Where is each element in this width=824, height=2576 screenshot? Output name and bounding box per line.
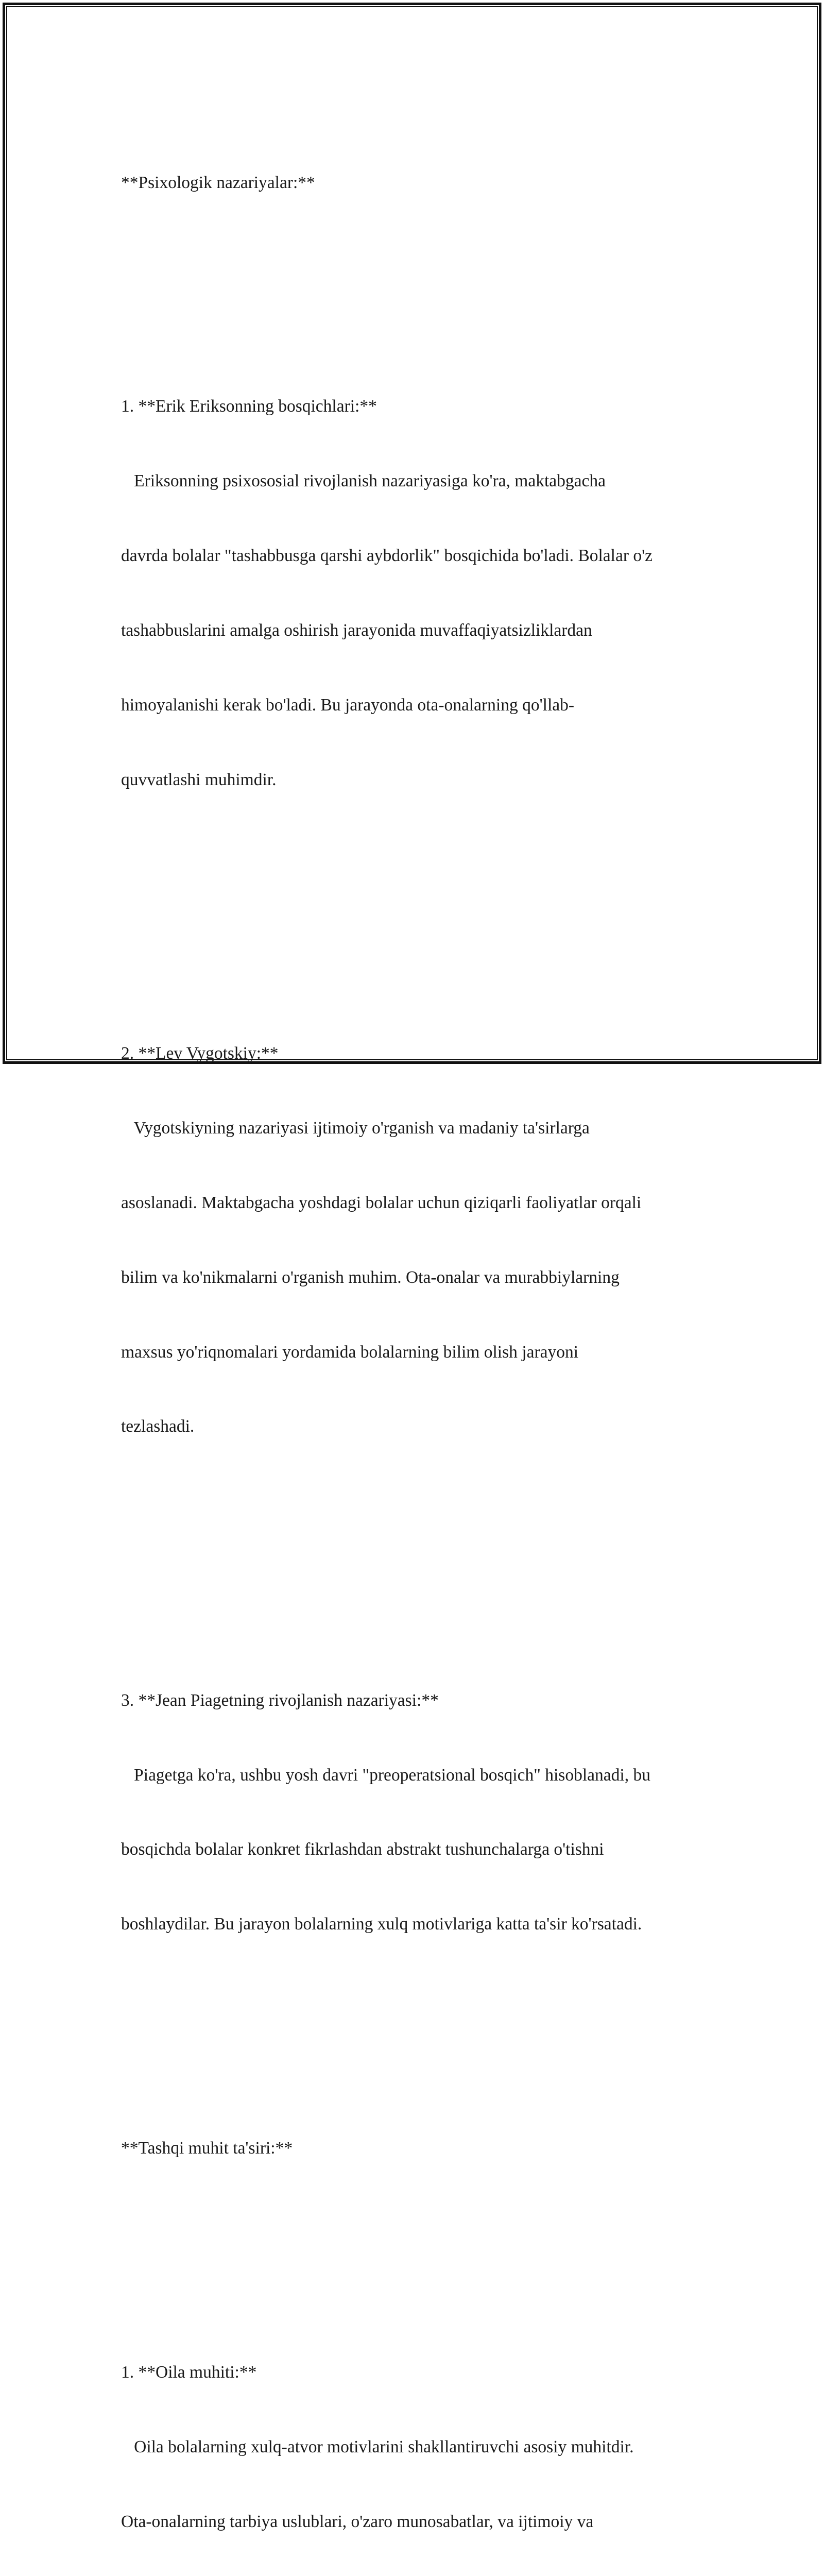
paragraph-line: asoslanadi. Maktabgacha yoshdagi bolalar uchun qiziqarli faoliyatlar orqali: [121, 1193, 642, 1212]
paragraph-line: davrda bolalar "tashabbusga qarshi aybdorlik" bosqichida bo'ladi. Bolalar o'z: [121, 546, 653, 566]
paragraph-line: Piagetga ko'ra, ushbu yosh davri "preoperatsional bosqich" hisoblanadi, bu: [121, 1765, 650, 1785]
paragraph-line: maxsus yo'riqnomalari yordamida bolalarning bilim olish jarayoni: [121, 1342, 579, 1362]
paragraph-line: tezlashadi.: [121, 1417, 195, 1436]
spacer: [121, 892, 729, 917]
list-item-erikson: [121, 345, 729, 842]
document-body: [121, 121, 729, 2576]
paragraph-line: Vygotskiyning nazariyasi ijtimoiy o'rganish va madaniy ta'sirlarga: [121, 1118, 590, 1138]
paragraph-line: himoyalanishi kerak bo'ladi. Bu jarayonda ota-onalarning qo'llab-: [121, 695, 575, 715]
section-heading-environment: **Tashqi muhit ta'siri:**: [121, 2139, 293, 2158]
spacer: [121, 2211, 729, 2235]
spacer: [121, 2037, 729, 2061]
paragraph-line: Eriksonning psixososial rivojlanish nazariyasiga ko'ra, maktabgacha: [121, 471, 606, 491]
paragraph-line: tashabbuslarini amalga oshirish jarayonida muvaffaqiyatsizliklardan: [121, 620, 592, 640]
section-heading-psychology: **Psixologik nazariyalar:**: [121, 173, 315, 192]
spacer: [121, 1539, 729, 1564]
list-item-family: [121, 2310, 729, 2576]
paragraph-line: boshlaydilar. Bu jarayon bolalarning xulq motivlariga katta ta'sir ko'rsatadi.: [121, 1914, 642, 1934]
paragraph-line: Ota-onalarning tarbiya uslublari, o'zaro munosabatlar, va ijtimoiy va: [121, 2512, 594, 2531]
list-item-vygotskiy: [121, 991, 729, 1489]
spacer: [121, 245, 729, 269]
list-item-piaget: [121, 1638, 729, 1987]
item-title: 1. **Oila muhiti:**: [121, 2362, 257, 2382]
item-title: 3. **Jean Piagetning rivojlanish nazariyasi:**: [121, 1690, 439, 1710]
paragraph-line: bilim va ko'nikmalarni o'rganish muhim. Ota-onalar va murabbiylarning: [121, 1267, 620, 1287]
item-title: 1. **Erik Eriksonning bosqichlari:**: [121, 397, 377, 416]
paragraph-line: bosqichda bolalar konkret fikrlashdan abstrakt tushunchalarga o'tishni: [121, 1840, 604, 1859]
item-title: 2. **Lev Vygotskiy:**: [121, 1043, 279, 1063]
paragraph-line: Oila bolalarning xulq-atvor motivlarini shakllantiruvchi asosiy muhitdir.: [121, 2437, 634, 2456]
paragraph-line: quvvatlashi muhimdir.: [121, 770, 277, 789]
